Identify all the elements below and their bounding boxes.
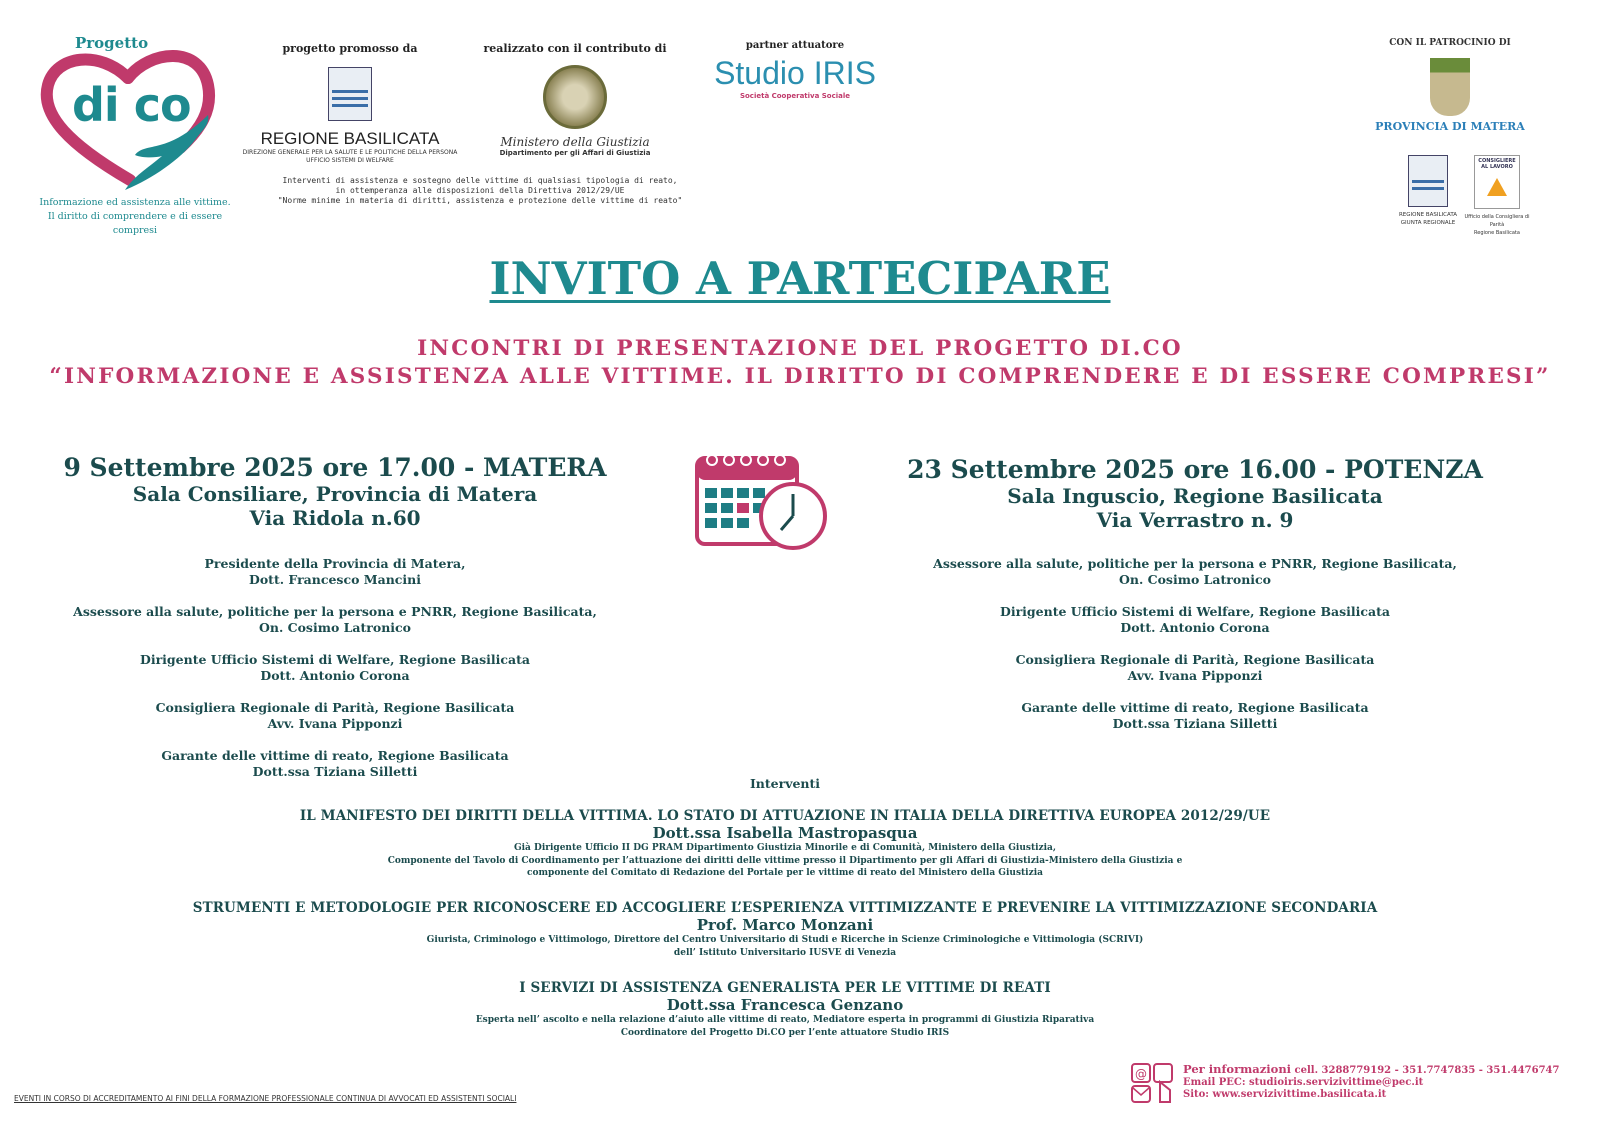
region-giunta-line-2: GIUNTA REGIONALE	[1400, 220, 1456, 226]
speaker-name: Dott. Francesco Mancini	[249, 572, 421, 587]
talk-desc-line: Componente del Tavolo di Coordinamento per l’attuazione dei diritti delle vittime presso il Dipartimento per gli Affari di Giustizia-Ministero della Giustizia e	[387, 855, 1183, 866]
promoter-label: progetto promosso da	[282, 42, 418, 55]
event-potenza	[900, 455, 1490, 532]
talk-desc-line: Esperta nell’ ascolto e nella relazione d’aiuto alle vittime di reato, Mediatore esperta in programmi di Giustizia Riparativa	[475, 1015, 1095, 1025]
promoter-line-1: DIREZIONE GENERALE PER LA SALUTE E LE POLITICHE DELLA PERSONA	[242, 149, 458, 156]
speaker-name: Dott.ssa Tiziana Silletti	[1112, 716, 1278, 731]
contributor-org: Ministero della Giustizia	[500, 135, 650, 149]
speaker-item	[880, 556, 1510, 588]
talk-title: STRUMENTI E METODOLOGIE PER RICONOSCERE ED ACCOGLIERE L’ESPERIENZA VITTIMIZZANTE E PREVENIRE LA VITTIMIZZAZIONE SECONDARIA	[192, 900, 1378, 916]
event-venue: Sala Consiliare, Provincia di Matera	[132, 482, 538, 506]
tagline-2: Il diritto di comprendere e di essere compresi	[47, 211, 223, 236]
talk-item	[0, 808, 1570, 880]
event-address: Via Verrastro n. 9	[1096, 508, 1294, 532]
region-giunta-line-1: REGIONE BASILICATA	[1398, 212, 1458, 218]
consigliere-badge-text: CONSIGLIERE AL LAVORO	[1478, 158, 1516, 170]
info-phones: cell. 3288779192 - 351.7747835 - 351.4476747	[1294, 1065, 1560, 1076]
warning-triangle-icon	[1487, 178, 1507, 196]
directive-note	[240, 176, 720, 206]
event-date: 9 Settembre 2025 ore 17.00 - MATERA	[63, 453, 607, 482]
speaker-role: Assessore alla salute, politiche per la persona e PNRR, Regione Basilicata,	[73, 604, 597, 619]
consigliere-line-2: Regione Basilicata	[1474, 230, 1520, 236]
speaker-item	[20, 652, 650, 684]
patronage-block	[1370, 38, 1530, 133]
accreditation-note: EVENTI IN CORSO DI ACCREDITAMENTO AI FINI DELLA FORMAZIONE PROFESSIONALE CONTINUA DI AVVOCATI ED ASSISTENTI SOCIALI	[14, 1094, 517, 1103]
italian-emblem-icon	[543, 65, 607, 129]
logo-progetto-text: Progetto	[75, 34, 149, 52]
talk-speaker: Dott.ssa Francesca Genzano	[666, 996, 904, 1014]
phone-icon	[1154, 1064, 1172, 1082]
promoter-line-2: UFFICIO SISTEMI DI WELFARE	[306, 157, 394, 164]
speakers-potenza	[880, 556, 1510, 732]
consigliere-line-1: Ufficio della Consigliera di Parità	[1464, 214, 1530, 228]
note-line-3: "Norme minime in materia di diritti, assistenza e protezione delle vittime di reato"	[277, 196, 683, 205]
tagline-1: Informazione ed assistenza alle vittime.	[39, 197, 231, 208]
speaker-item	[880, 652, 1510, 684]
talk-desc-line: componente del Comitato di Redazione del Portale per le vittime di reato del Ministero della Giustizia	[527, 868, 1043, 878]
contributor-dept: Dipartimento per gli Affari di Giustizia	[499, 149, 651, 157]
partner-org: Studio IRIS	[714, 55, 876, 91]
hand-pointer-icon	[1160, 1082, 1170, 1102]
speaker-name: On. Cosimo Latronico	[1118, 572, 1272, 587]
partner-label: partner attuatore	[745, 40, 845, 51]
logo-tagline	[30, 196, 240, 238]
talk-desc-line: dell’ Istituto Universitario IUSVE di Venezia	[673, 947, 897, 958]
patronage-label: CON IL PATROCINIO DI	[1389, 38, 1511, 48]
subtitle-2: “INFORMAZIONE E ASSISTENZA ALLE VITTIME. IL DIRITTO DI COMPRENDERE E DI ESSERE COMPRESI”	[49, 364, 1551, 389]
region-giunta-crest-icon	[1408, 155, 1448, 207]
consigliere-logo	[1462, 155, 1532, 237]
speaker-name: Avv. Ivana Pipponzi	[267, 716, 403, 731]
logo-name-box	[72, 78, 192, 148]
contact-icons	[1130, 1062, 1176, 1106]
promoter-block	[240, 42, 460, 165]
event-matera	[40, 453, 630, 530]
talk-desc-line: Coordinatore del Progetto Di.CO per l’ente attuatore Studio IRIS	[620, 1027, 950, 1038]
talk-speaker: Prof. Marco Monzani	[696, 916, 874, 934]
note-line-1: Interventi di assistenza e sostegno delle vittime di qualsiasi tipologia di reato,	[282, 176, 678, 185]
subtitle-1: INCONTRI DI PRESENTAZIONE DEL PROGETTO DI.CO	[417, 336, 1183, 361]
info-email[interactable]: Email PEC: studioiris.servizivittime@pec.it	[1183, 1077, 1424, 1088]
talk-title: IL MANIFESTO DEI DIRITTI DELLA VITTIMA. LO STATO DI ATTUAZIONE IN ITALIA DELLA DIRETTIVA EUROPEA 2012/29/UE	[299, 808, 1271, 824]
speaker-item	[20, 700, 650, 732]
consigliere-badge	[1474, 155, 1520, 209]
talk-desc-line: Giurista, Criminologo e Vittimologo, Direttore del Centro Universitario di Studi e Ricerche in Scienze Criminologiche e Vittimologia (SCRIVI)	[426, 935, 1144, 945]
note-line-2: in ottemperanza alle disposizioni della Direttiva 2012/29/UE	[335, 186, 625, 195]
province-name: PROVINCIA DI MATERA	[1375, 120, 1525, 133]
logo-name: di co	[72, 78, 191, 132]
speaker-role: Assessore alla salute, politiche per la persona e PNRR, Regione Basilicata,	[933, 556, 1457, 571]
mail-icon	[1132, 1086, 1150, 1102]
partner-block	[705, 40, 885, 100]
talk-item	[0, 900, 1570, 959]
project-dico-logo	[30, 30, 240, 236]
speaker-name: Dott.ssa Tiziana Silletti	[252, 764, 418, 779]
speaker-role: Garante delle vittime di reato, Regione Basilicata	[161, 748, 509, 763]
page-title: INVITO A PARTECIPARE	[489, 252, 1111, 305]
event-date: 23 Settembre 2025 ore 16.00 - POTENZA	[907, 455, 1483, 484]
contact-info	[1183, 1063, 1593, 1101]
promoter-org: REGIONE BASILICATA	[260, 129, 440, 148]
talk-desc-line: Già Dirigente Ufficio II DG PRAM Dipartimento Giustizia Minorile e di Comunità, Ministero della Giustizia,	[513, 843, 1057, 853]
speaker-item	[880, 604, 1510, 636]
calendar-clock-icon	[695, 450, 835, 555]
talk-item	[0, 980, 1570, 1039]
speaker-name: Dott. Antonio Corona	[260, 668, 410, 683]
speaker-role: Consigliera Regionale di Parità, Regione Basilicata	[155, 700, 515, 715]
event-venue: Sala Inguscio, Regione Basilicata	[1007, 484, 1383, 508]
talk-speaker: Dott.ssa Isabella Mastropasqua	[652, 824, 918, 842]
speaker-name: On. Cosimo Latronico	[258, 620, 412, 635]
speaker-name: Avv. Ivana Pipponzi	[1127, 668, 1263, 683]
speaker-name: Dott. Antonio Corona	[1120, 620, 1270, 635]
svg-text:@: @	[1135, 1067, 1147, 1081]
speaker-role: Dirigente Ufficio Sistemi di Welfare, Regione Basilicata	[1000, 604, 1390, 619]
event-address: Via Ridola n.60	[249, 506, 421, 530]
speaker-role: Garante delle vittime di reato, Regione Basilicata	[1021, 700, 1369, 715]
page-title-wrap	[0, 252, 1600, 305]
partner-sub: Società Cooperativa Sociale	[739, 92, 851, 100]
speaker-item	[20, 556, 650, 588]
speaker-role: Presidente della Provincia di Matera,	[204, 556, 466, 571]
info-label: Per informazioni	[1183, 1062, 1292, 1076]
info-site[interactable]: Sito: www.servizivittime.basilicata.it	[1183, 1089, 1387, 1100]
contributor-label: realizzato con il contributo di	[483, 42, 667, 55]
speakers-matera	[20, 556, 650, 780]
speaker-item	[20, 604, 650, 636]
talk-title: I SERVIZI DI ASSISTENZA GENERALISTA PER LE VITTIME DI REATI	[519, 980, 1051, 996]
interventi-label: Interventi	[749, 776, 821, 791]
contributor-block	[475, 42, 675, 157]
province-crest-icon	[1430, 58, 1470, 116]
region-giunta-logo	[1398, 155, 1458, 227]
region-crest-icon	[328, 67, 372, 121]
speaker-role: Consigliera Regionale di Parità, Regione Basilicata	[1015, 652, 1375, 667]
speaker-role: Dirigente Ufficio Sistemi di Welfare, Regione Basilicata	[140, 652, 530, 667]
speaker-item	[880, 700, 1510, 732]
